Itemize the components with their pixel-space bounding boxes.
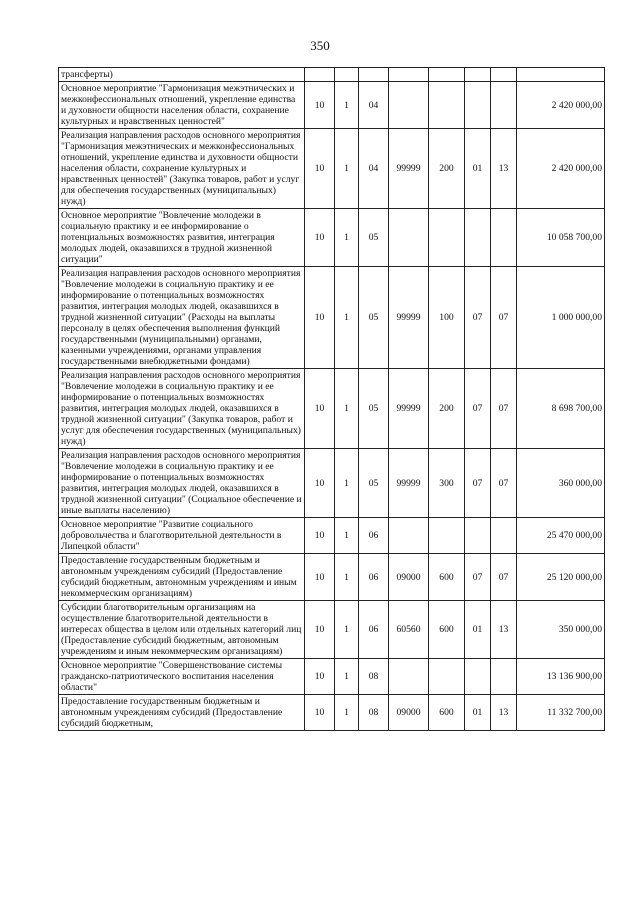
row-main-activity-code	[359, 68, 389, 82]
row-subprogram-code: 1	[335, 267, 359, 369]
row-program-code: 10	[305, 601, 335, 659]
row-section-code	[465, 68, 491, 82]
table-row	[59, 659, 605, 695]
row-amount: 25 470 000,00	[517, 518, 605, 554]
row-expense-type-code	[429, 68, 465, 82]
row-subsection-code	[491, 659, 517, 695]
row-subprogram-code: 1	[335, 449, 359, 518]
row-subsection-code: 07	[491, 449, 517, 518]
row-program-code: 10	[305, 369, 335, 449]
row-expense-type-code: 600	[429, 601, 465, 659]
row-subsection-code: 07	[491, 369, 517, 449]
row-expense-type-code: 600	[429, 554, 465, 601]
table-row	[59, 695, 605, 731]
row-section-code: 01	[465, 601, 491, 659]
row-description: Реализация направления расходов основного мероприятия "Гармонизация межэтнических и межконфессиональных отношений, укрепление единства и духовности общности населения области, сохранение культурных и нравственных ценностей" (Закупка товаров, работ и услуг для обеспечения государственных (муниципальных) нужд)	[59, 129, 305, 209]
row-main-activity-code: 05	[359, 449, 389, 518]
row-subprogram-code: 1	[335, 554, 359, 601]
row-program-code: 10	[305, 554, 335, 601]
row-section-code	[465, 82, 491, 129]
row-expense-type-code: 200	[429, 129, 465, 209]
table-row	[59, 369, 605, 449]
row-description: Реализация направления расходов основного мероприятия "Вовлечение молодежи в социальную практику и ее информирование о потенциальных возможностях развития, интеграция молодых людей, оказавшихся в трудной жизненной ситуации" (Социальное обеспечение и иные выплаты населению)	[59, 449, 305, 518]
row-amount	[517, 68, 605, 82]
row-main-activity-code: 06	[359, 601, 389, 659]
row-section-code: 07	[465, 554, 491, 601]
table-row	[59, 449, 605, 518]
row-subprogram-code: 1	[335, 695, 359, 731]
row-main-activity-code: 08	[359, 659, 389, 695]
row-program-code: 10	[305, 518, 335, 554]
row-subprogram-code: 1	[335, 659, 359, 695]
row-program-code: 10	[305, 659, 335, 695]
row-description: Основное мероприятие "Развитие социального добровольчества и благотворительной деятельности в Липецкой области"	[59, 518, 305, 554]
row-direction-code: 09000	[389, 554, 429, 601]
row-direction-code	[389, 82, 429, 129]
row-subprogram-code: 1	[335, 518, 359, 554]
row-subprogram-code: 1	[335, 209, 359, 267]
row-subsection-code: 13	[491, 601, 517, 659]
row-amount: 360 000,00	[517, 449, 605, 518]
table-body	[59, 68, 605, 731]
row-amount: 2 420 000,00	[517, 129, 605, 209]
row-program-code: 10	[305, 267, 335, 369]
row-section-code: 01	[465, 129, 491, 209]
row-expense-type-code: 200	[429, 369, 465, 449]
row-direction-code	[389, 68, 429, 82]
row-section-code: 07	[465, 449, 491, 518]
row-section-code: 07	[465, 267, 491, 369]
row-program-code: 10	[305, 695, 335, 731]
row-subsection-code	[491, 68, 517, 82]
row-direction-code	[389, 518, 429, 554]
row-expense-type-code: 100	[429, 267, 465, 369]
row-section-code: 07	[465, 369, 491, 449]
row-description: Реализация направления расходов основного мероприятия "Вовлечение молодежи в социальную практику и ее информирование о потенциальных возможностях развития, интеграция молодых людей, оказавшихся в трудной жизненной ситуации" (Закупка товаров, работ и услуг для обеспечения государственных (муниципальных) нужд)	[59, 369, 305, 449]
row-program-code: 10	[305, 82, 335, 129]
table-row	[59, 82, 605, 129]
row-direction-code: 99999	[389, 449, 429, 518]
row-expense-type-code	[429, 82, 465, 129]
row-subprogram-code: 1	[335, 369, 359, 449]
row-subsection-code: 07	[491, 267, 517, 369]
row-subprogram-code: 1	[335, 129, 359, 209]
row-main-activity-code: 05	[359, 369, 389, 449]
row-direction-code: 99999	[389, 267, 429, 369]
row-main-activity-code: 04	[359, 129, 389, 209]
table-row	[59, 68, 605, 82]
row-amount: 1 000 000,00	[517, 267, 605, 369]
row-subsection-code: 13	[491, 695, 517, 731]
row-section-code	[465, 518, 491, 554]
row-description: Субсидии благотворительным организациям на осуществление благотворительной деятельности в интересах общества в целом или отдельных категорий лиц (Предоставление субсидий бюджетным, автономным учреждениям и иным некоммерческим организациям)	[59, 601, 305, 659]
row-description: Реализация направления расходов основного мероприятия "Вовлечение молодежи в социальную практику и ее информирование о потенциальных возможностях развития, интеграция молодых людей, оказавшихся в трудной жизненной ситуации" (Расходы на выплаты персоналу в целях обеспечения выполнения функций государственными (муниципальными) органами, казенными учреждениями, органами управления государственными внебюджетными фондами)	[59, 267, 305, 369]
row-expense-type-code	[429, 518, 465, 554]
row-section-code	[465, 209, 491, 267]
row-main-activity-code: 05	[359, 267, 389, 369]
row-direction-code: 99999	[389, 129, 429, 209]
table-row	[59, 209, 605, 267]
row-direction-code: 99999	[389, 369, 429, 449]
row-amount: 2 420 000,00	[517, 82, 605, 129]
row-program-code: 10	[305, 129, 335, 209]
budget-table	[58, 67, 605, 731]
row-description: трансферты)	[59, 68, 305, 82]
row-subsection-code	[491, 518, 517, 554]
row-amount: 350 000,00	[517, 601, 605, 659]
row-program-code: 10	[305, 209, 335, 267]
row-subprogram-code	[335, 68, 359, 82]
table-row	[59, 554, 605, 601]
row-subsection-code	[491, 82, 517, 129]
row-main-activity-code: 04	[359, 82, 389, 129]
row-section-code: 01	[465, 695, 491, 731]
row-program-code: 10	[305, 449, 335, 518]
row-expense-type-code	[429, 659, 465, 695]
row-description: Основное мероприятие "Вовлечение молодежи в социальную практику и ее информирование о потенциальных возможностях развития, интеграция молодых людей, оказавшихся в трудной жизненной ситуации"	[59, 209, 305, 267]
row-subsection-code	[491, 209, 517, 267]
row-section-code	[465, 659, 491, 695]
row-amount: 11 332 700,00	[517, 695, 605, 731]
table-row	[59, 601, 605, 659]
table-row	[59, 518, 605, 554]
row-amount: 10 058 700,00	[517, 209, 605, 267]
row-main-activity-code: 06	[359, 554, 389, 601]
row-description: Основное мероприятие "Совершенствование системы гражданско-патриотического воспитания населения области"	[59, 659, 305, 695]
page-number: 350	[310, 38, 330, 53]
row-subsection-code: 07	[491, 554, 517, 601]
row-amount: 25 120 000,00	[517, 554, 605, 601]
row-expense-type-code	[429, 209, 465, 267]
row-subprogram-code: 1	[335, 601, 359, 659]
row-subprogram-code: 1	[335, 82, 359, 129]
row-amount: 13 136 900,00	[517, 659, 605, 695]
row-description: Основное мероприятие "Гармонизация межэтнических и межконфессиональных отношений, укрепление единства и духовности общности населения области, сохранение культурных и нравственных ценностей"	[59, 82, 305, 129]
row-direction-code: 09000	[389, 695, 429, 731]
row-main-activity-code: 05	[359, 209, 389, 267]
row-program-code	[305, 68, 335, 82]
row-expense-type-code: 600	[429, 695, 465, 731]
table-row	[59, 267, 605, 369]
row-description: Предоставление государственным бюджетным и автономным учреждениям субсидий (Предоставление субсидий бюджетным, автономным учреждениям и иным некоммерческим организациям)	[59, 554, 305, 601]
row-direction-code	[389, 209, 429, 267]
row-expense-type-code: 300	[429, 449, 465, 518]
row-description: Предоставление государственным бюджетным и автономным учреждениям субсидий (Предоставление субсидий бюджетным,	[59, 695, 305, 731]
row-main-activity-code: 06	[359, 518, 389, 554]
row-main-activity-code: 08	[359, 695, 389, 731]
row-amount: 8 698 700,00	[517, 369, 605, 449]
table-row	[59, 129, 605, 209]
row-direction-code	[389, 659, 429, 695]
row-direction-code: 60560	[389, 601, 429, 659]
row-subsection-code: 13	[491, 129, 517, 209]
